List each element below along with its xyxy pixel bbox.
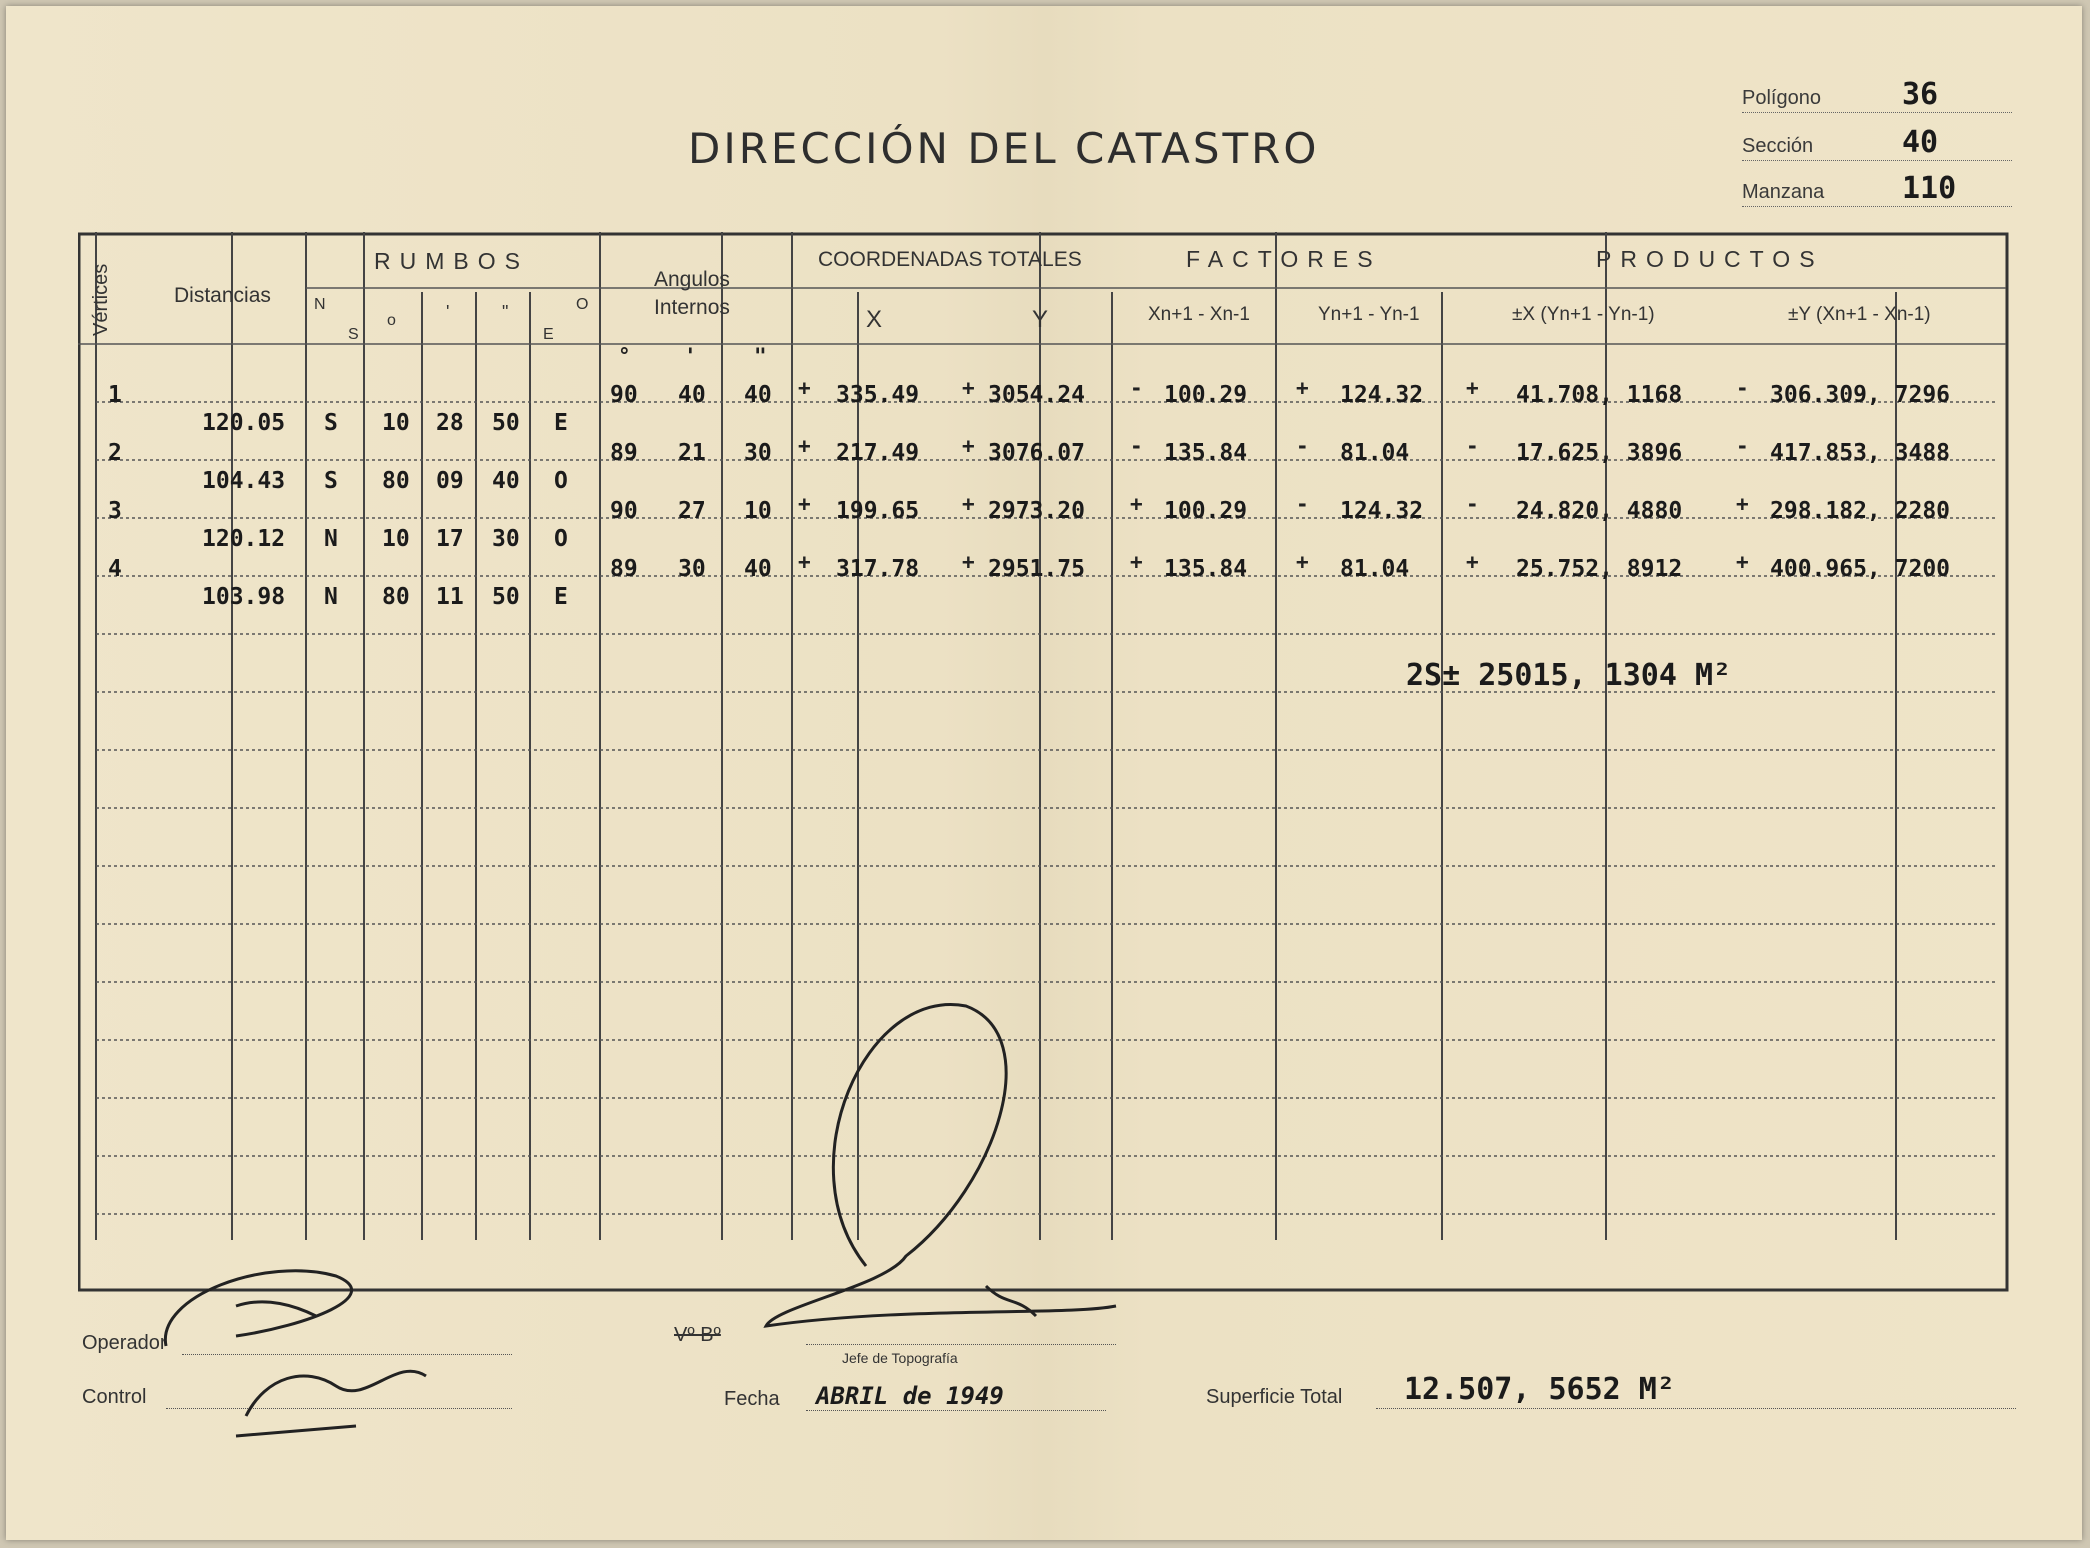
rumbo-min: 17 [436,526,464,552]
col-coordenadas: COORDENADAS TOTALES [818,248,1082,271]
coord-y-sign: + [962,434,975,458]
rumbo-deg: 80 [382,468,410,494]
product-y: 400.965, 7200 [1770,556,1951,582]
rumbos-s: S [348,326,359,343]
coord-y-sign: + [962,492,975,516]
signatures [6,6,2082,1540]
rumbo-deg: 10 [382,410,410,436]
product-x-sign: + [1466,550,1479,574]
side-distance: 103.98 [202,584,286,610]
rumbo-min: 11 [436,584,464,610]
product-x-sign: + [1466,376,1479,400]
factor-y: 124.32 [1340,382,1424,408]
col-vertices: Vértices [90,263,112,336]
control-signature [236,1371,426,1436]
coord-y: 2951.75 [988,556,1085,582]
seccion-value: 40 [1902,125,1939,160]
side-distance: 120.12 [202,526,286,552]
vertex-number: 2 [108,440,122,466]
product-y-sign: - [1736,434,1749,458]
factor-y-sign: - [1296,434,1309,458]
rumbo-eo: O [554,526,568,552]
side-distance: 104.43 [202,468,286,494]
coord-y: 3076.07 [988,440,1085,466]
poligono-value: 36 [1902,77,1939,112]
angle-unit-deg: ° [618,344,631,368]
coord-y-sign: + [962,376,975,400]
rumbos-n: N [314,296,326,313]
coord-x-sign: + [798,550,811,574]
sum-note: 2S± 25015, 1304 M² [1406,658,1732,693]
product-x-sign: - [1466,492,1479,516]
factor-y-sign: - [1296,492,1309,516]
vertex-number: 1 [108,382,122,408]
angle-deg: 90 [610,498,638,524]
angle-min: 27 [678,498,706,524]
factor-x: 135.84 [1164,556,1248,582]
factor-x: 100.29 [1164,382,1248,408]
factor-y: 81.04 [1340,556,1410,582]
factor-x-sign: + [1130,550,1143,574]
col-p1: ±X (Yn+1 - Yn-1) [1512,304,1655,325]
rumbo-deg: 80 [382,584,410,610]
col-distancias: Distancias [174,284,271,307]
col-f1: Xn+1 - Xn-1 [1148,304,1250,325]
col-rumbos: RUMBOS [374,248,529,274]
coord-y: 2973.20 [988,498,1085,524]
product-y-sign: + [1736,550,1749,574]
control-label: Control [82,1386,147,1408]
factor-y: 124.32 [1340,498,1424,524]
rumbo-min: 09 [436,468,464,494]
angle-deg: 89 [610,556,638,582]
vertex-number: 4 [108,556,122,582]
col-y: Y [1032,306,1049,333]
manzana-value: 110 [1902,171,1957,206]
poligono-label: Polígono [1742,87,1821,109]
product-x: 24.820, 4880 [1516,498,1683,524]
rumbo-ns: S [324,410,338,436]
factor-x: 100.29 [1164,498,1248,524]
factor-y: 81.04 [1340,440,1410,466]
factor-x-sign: - [1130,434,1143,458]
manzana-label: Manzana [1742,181,1825,203]
rumbo-eo: E [554,584,568,610]
side-distance: 120.05 [202,410,286,436]
angle-min: 30 [678,556,706,582]
col-factores: FACTORES [1186,246,1382,272]
superficie-value: 12.507, 5652 M² [1404,1372,1675,1407]
seccion-label: Sección [1742,135,1814,157]
cadastre-sheet [6,6,2082,1540]
rumbos-o: O [576,296,589,313]
coord-x: 335.49 [836,382,920,408]
coord-x: 199.65 [836,498,920,524]
fecha-value: ABRIL de 1949 [816,1382,1004,1410]
factor-x-sign: + [1130,492,1143,516]
col-internos: Internos [654,296,730,319]
product-x-sign: - [1466,434,1479,458]
coord-x: 317.78 [836,556,920,582]
rumbos-sec: " [502,302,509,322]
angle-sec: 30 [744,440,772,466]
rumbo-ns: N [324,526,338,552]
col-f2: Yn+1 - Yn-1 [1318,304,1420,325]
coord-x-sign: + [798,492,811,516]
product-y: 306.309, 7296 [1770,382,1951,408]
angle-deg: 89 [610,440,638,466]
factor-x: 135.84 [1164,440,1248,466]
rumbo-sec: 40 [492,468,520,494]
angle-sec: 40 [744,556,772,582]
product-x: 41.708, 1168 [1516,382,1683,408]
col-p2: ±Y (Xn+1 - Xn-1) [1788,304,1931,325]
product-y-sign: - [1736,376,1749,400]
vertex-number: 3 [108,498,122,524]
angle-min: 40 [678,382,706,408]
coord-x: 217.49 [836,440,920,466]
rumbo-eo: O [554,468,568,494]
product-x: 25.752, 8912 [1516,556,1683,582]
rumbo-deg: 10 [382,526,410,552]
rumbo-sec: 50 [492,584,520,610]
factor-y-sign: + [1296,376,1309,400]
product-x: 17.625, 3896 [1516,440,1683,466]
rumbo-sec: 30 [492,526,520,552]
col-x: X [866,306,883,333]
operador-label: Operador [82,1332,167,1354]
col-productos: PRODUCTOS [1596,246,1824,272]
jefe-label: Jefe de Topografía [842,1350,958,1366]
rumbo-eo: E [554,410,568,436]
angle-deg: 90 [610,382,638,408]
rumbos-min: ' [446,302,450,322]
factor-x-sign: - [1130,376,1143,400]
product-y-sign: + [1736,492,1749,516]
rumbo-min: 28 [436,410,464,436]
vb-label: Vº Bº [674,1324,721,1346]
rumbos-e: E [543,326,554,343]
rumbo-ns: S [324,468,338,494]
angle-sec: 40 [744,382,772,408]
operador-signature [165,1271,351,1346]
coord-y: 3054.24 [988,382,1085,408]
col-angulos: Angulos [654,268,730,291]
product-y: 417.853, 3488 [1770,440,1951,466]
page-title: DIRECCIÓN DEL CATASTRO [688,124,1320,173]
factor-y-sign: + [1296,550,1309,574]
rumbo-ns: N [324,584,338,610]
coord-x-sign: + [798,376,811,400]
angle-unit-sec: " [754,344,767,368]
coord-y-sign: + [962,550,975,574]
angle-min: 21 [678,440,706,466]
rumbo-sec: 50 [492,410,520,436]
product-y: 298.182, 2280 [1770,498,1951,524]
angle-sec: 10 [744,498,772,524]
fecha-label: Fecha [724,1388,780,1410]
rumbos-deg: o [387,312,396,329]
jefe-signature [766,1004,1116,1326]
superficie-label: Superficie Total [1206,1386,1343,1408]
angle-unit-min: ' [684,344,697,368]
coord-x-sign: + [798,434,811,458]
